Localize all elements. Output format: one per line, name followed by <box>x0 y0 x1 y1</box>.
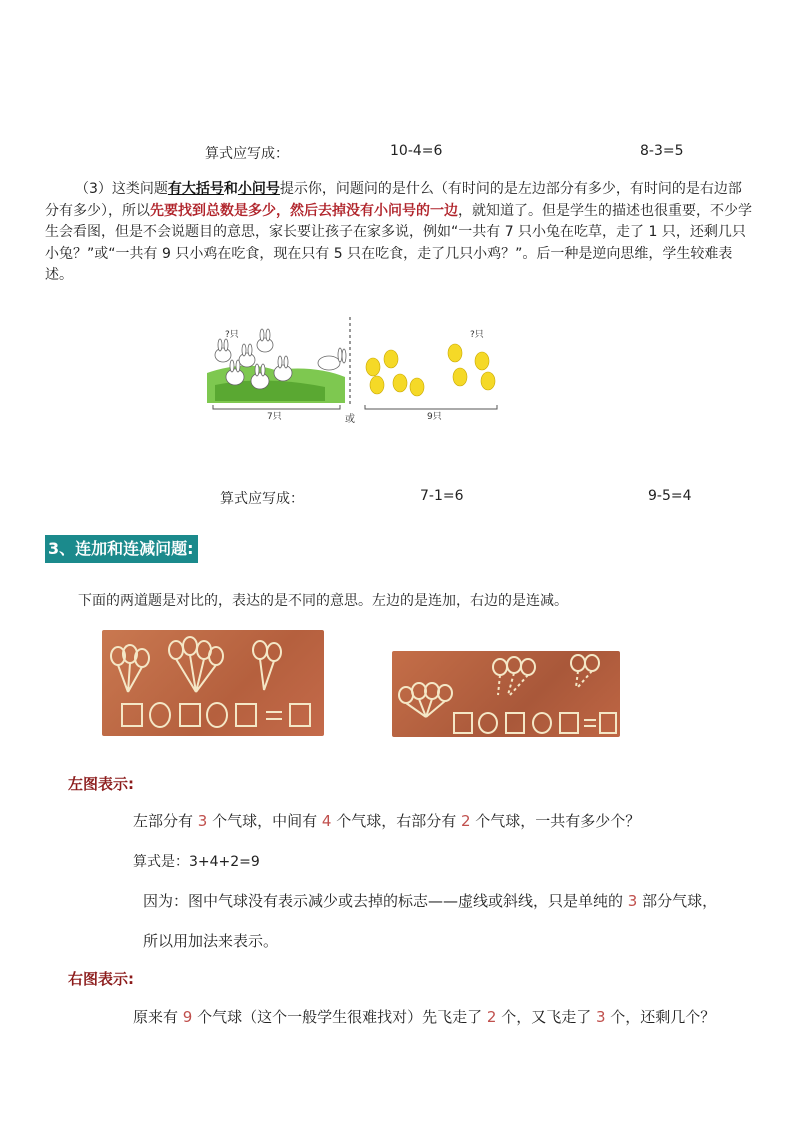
left-figure-reason-2: 所以用加法来表示。 <box>143 932 279 950</box>
para-text-3: ，就知道了。但是学生的描述也很重要，不少学生会看图，但是不会说题目的意思，家长要让孩子在家多说，例如“一共有 7 只小兔在吃草，走了 1 只，还剩几只小兔？”或“一共有 9 只小鸡在吃食，现在只有 5 只在吃食，走了几只小鸡？”。后一种是逆向思维，学生较难表述。 <box>45 202 752 283</box>
lf-num-3: 2 <box>460 812 471 830</box>
section-heading-3: 3、连加和连减问题: <box>45 535 198 563</box>
formula-left-mid: 7-1=6 <box>420 488 464 504</box>
left-figure-reason-1 <box>143 890 717 911</box>
lf-num-1: 3 <box>197 812 208 830</box>
para-emph-red: 先要找到总数是多少，然后去掉没有小问号的一边 <box>150 202 458 219</box>
chick-total-label: 9只 <box>427 412 442 422</box>
right-figure-sentence <box>133 1006 715 1027</box>
chalkboard-photo-right <box>392 651 620 737</box>
rabbit-question-label: ?只 <box>225 330 239 340</box>
rf-num-1: 9 <box>182 1008 193 1026</box>
rf-text-c: 个，又飞走了 <box>496 1008 596 1026</box>
rf-text-b: 个气球（这个一般学生很难找对）先飞走了 <box>192 1008 487 1026</box>
para-emph-brace: 有大括号 <box>167 181 224 197</box>
rf-text-a: 原来有 <box>133 1008 183 1026</box>
formula-right-top: 8-3=5 <box>640 143 684 159</box>
formula-label-mid: 算式应写成： <box>220 491 304 507</box>
rabbit-total-label: 7只 <box>267 412 282 422</box>
para-text-1: （3）这类问题 <box>75 181 168 197</box>
para-text-and: 和 <box>223 181 238 197</box>
para-text-2: 提示你，问题问的是什么（有时问的是左边部分有多少，有时问的是右边部分有多少），所以 <box>45 181 742 219</box>
rf-num-2: 2 <box>486 1008 497 1026</box>
lf-text-b: 个气球，中间有 <box>207 812 322 830</box>
lf-reason-b: 部分气球， <box>637 892 718 910</box>
lf-num-2: 4 <box>321 812 332 830</box>
figure-or-label: 或 <box>345 414 355 425</box>
left-figure-heading: 左图表示: <box>68 775 134 793</box>
left-figure-formula: 算式是：3+4+2=9 <box>133 854 260 870</box>
chick-question-label: ?只 <box>470 330 484 340</box>
rf-text-d: 个，还剩几个？ <box>605 1008 716 1026</box>
formula-label-top: 算式应写成： <box>205 146 289 162</box>
chalkboard-photo-left <box>102 630 324 736</box>
right-figure-heading: 右图表示: <box>68 970 134 988</box>
lf-text-c: 个气球，右部分有 <box>331 812 461 830</box>
intro-text: 下面的两道题是对比的，表达的是不同的意思。左边的是连加，右边的是连减。 <box>78 593 568 609</box>
illustration-rabbits-chicks <box>205 315 515 425</box>
lf-text-a: 左部分有 <box>133 812 198 830</box>
rf-num-3: 3 <box>595 1008 606 1026</box>
left-figure-sentence <box>133 810 640 831</box>
paragraph-3 <box>45 179 755 287</box>
lf-text-d: 个气球，一共有多少个？ <box>470 812 641 830</box>
para-emph-question: 小问号 <box>237 181 280 197</box>
formula-right-mid: 9-5=4 <box>648 488 692 504</box>
lf-reason-a: 因为：图中气球没有表示减少或去掉的标志——虚线或斜线，只是单纯的 <box>143 892 628 910</box>
lf-num-4: 3 <box>627 892 638 910</box>
formula-left-top: 10-4=6 <box>390 143 443 159</box>
